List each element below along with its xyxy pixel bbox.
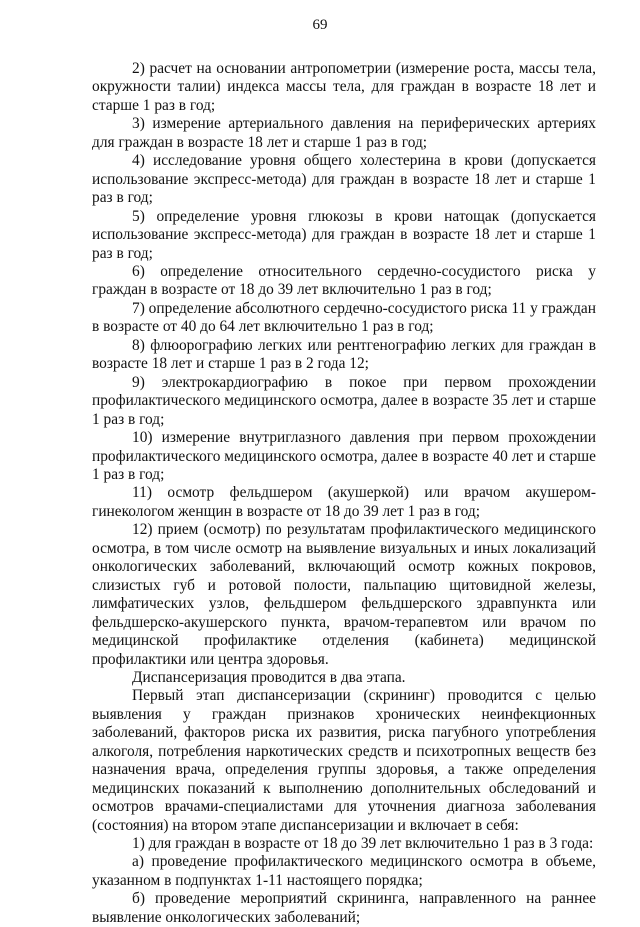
- paragraph-item-2: 2) расчет на основании антропометрии (измерение роста, массы тела, окружности талии) индекса массы тела, для граждан в возрасте 18 лет и старше 1 раз в год;: [92, 60, 596, 114]
- paragraph-two-stages: Диспансеризация проводится в два этапа.: [132, 668, 406, 686]
- page-number: 69: [312, 17, 328, 33]
- paragraph-item-6: 6) определение относительного сердечно-сосудистого риска у граждан в возрасте от 18 до 39 лет включительно 1 раз в год;: [92, 262, 596, 299]
- paragraph-item-5: 5) определение уровня глюкозы в крови натощак (допускается использование экспресс-метода) для граждан в возрасте 18 лет и старше 1 раз в год;: [92, 207, 596, 262]
- paragraph-subitem-1: 1) для граждан в возрасте от 18 до 39 лет включительно 1 раз в 3 года:: [132, 835, 594, 853]
- paragraph-subitem-a: а) проведение профилактического медицинского осмотра в объеме, указанном в подпунктах 1-11 настоящего порядка;: [92, 853, 596, 889]
- paragraph-item-3: 3) измерение артериального давления на периферических артериях для граждан в возрасте 18 лет и старше 1 раз в год;: [92, 115, 596, 151]
- paragraph-subitem-b: б) проведение мероприятий скрининга, направленного на раннее выявление онкологических заболеваний;: [92, 890, 596, 926]
- paragraph-item-4: 4) исследование уровня общего холестерина в крови (допускается использование экспресс-метода) для граждан в возрасте 18 лет и старше 1 раз в год;: [92, 152, 596, 207]
- paragraph-item-10: 10) измерение внутриглазного давления при первом прохождении профилактического медицинского осмотра, далее в возрасте 40 лет и старше 1 раз в год;: [92, 429, 596, 483]
- paragraph-item-12: 12) прием (осмотр) по результатам профилактического медицинского осмотра, в том числе осмотр на выявление визуальных и иных локализаций онкологических заболеваний, включающий осмотр кожных покровов, слизистых губ и ротовой полости, пальпацию щитовидной железы, лимфатических узлов, фельдшером фельдшерского здравпункта или фельдшерско-акушерского пункта, врачом-терапевтом или врачом по медицинской профилактике отделения (кабинета) медицинской профилактики или центра здоровья.: [92, 521, 596, 668]
- paragraph-item-8: 8) флюорографию легких или рентгенографию легких для граждан в возрасте 18 лет и старше 1 раз в 2 года 12;: [92, 336, 596, 373]
- paragraph-item-11: 11) осмотр фельдшером (акушеркой) или врачом акушером-гинекологом женщин в возрасте от 18 до 39 лет 1 раз в год;: [92, 484, 596, 520]
- paragraph-item-7: 7) определение абсолютного сердечно-сосудистого риска 11 у граждан в возрасте от 40 до 64 лет включительно 1 раз в год;: [92, 299, 596, 336]
- document-body: [92, 60, 596, 927]
- paragraph-first-stage: Первый этап диспансеризации (скрининг) проводится с целью выявления у граждан признаков хронических неинфекционных заболеваний, факторов риска их развития, риска пагубного употребления алкоголя, потребления наркотических средств и психотропных веществ без назначения врача, определения группы здоровья, а также определения медицинских показаний к выполнению дополнительных обследований и осмотров врачами-специалистами для уточнения диагноза заболевания (состояния) на втором этапе диспансеризации и включает в себя:: [92, 687, 596, 834]
- paragraph-item-9: 9) электрокардиографию в покое при первом прохождении профилактического медицинского осмотра, далее в возрасте 35 лет и старше 1 раз в год;: [92, 373, 596, 428]
